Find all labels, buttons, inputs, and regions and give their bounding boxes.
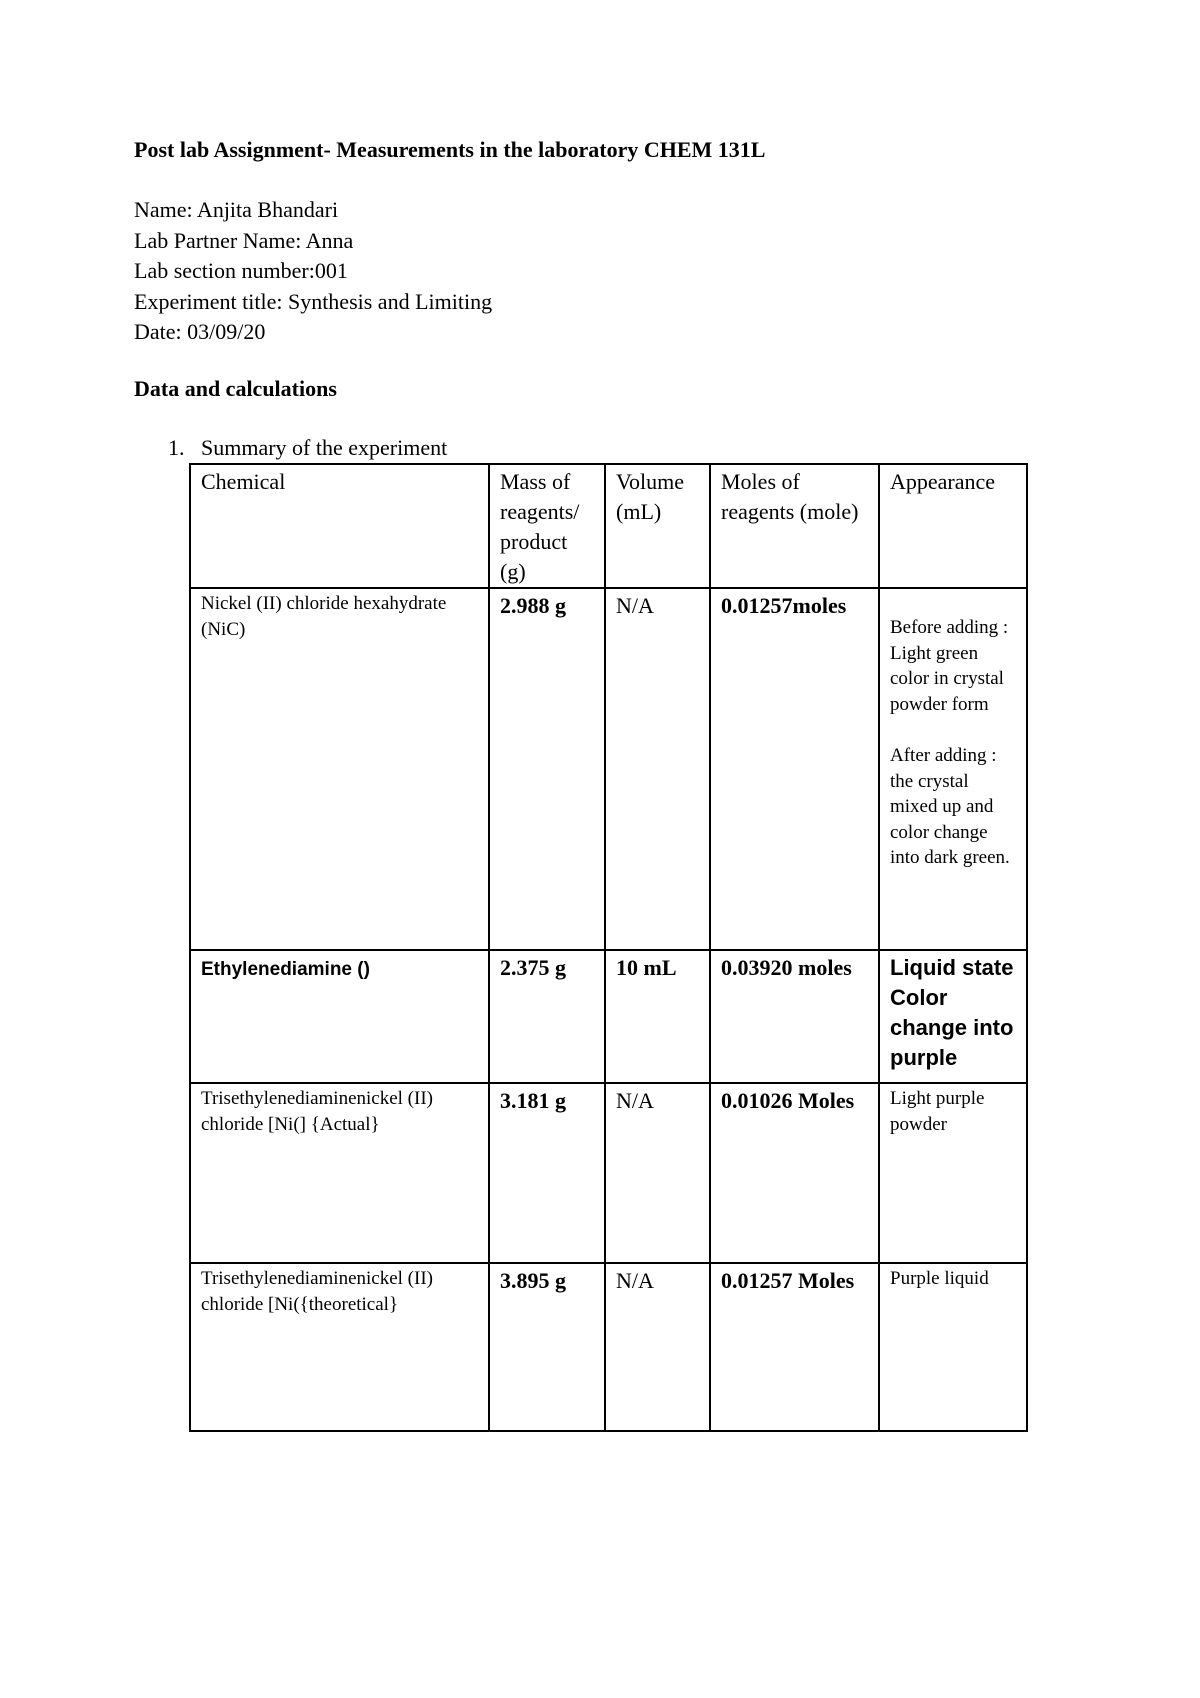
cell-moles: 0.01257moles: [710, 588, 879, 950]
summary-table: [189, 463, 1028, 1432]
cell-mass: 2.988 g: [489, 588, 605, 950]
cell-volume: N/A: [605, 1083, 710, 1263]
cell-appearance: Purple liquid: [879, 1263, 1027, 1431]
cell-mass: 2.375 g: [489, 950, 605, 1083]
cell-volume: N/A: [605, 588, 710, 950]
list-item: [168, 435, 447, 461]
document-title: Post lab Assignment- Measurements in the laboratory CHEM 131L: [134, 137, 766, 162]
lab-section-number: Lab section number:001: [134, 258, 348, 283]
cell-chemical: [190, 950, 489, 1083]
chemical-name: Ethylenediamine (): [201, 959, 370, 980]
list-number: 1.: [168, 435, 185, 460]
appearance-before: Before adding : Light green color in crystal powder form: [890, 617, 1009, 715]
list-label: Summary of the experiment: [201, 435, 448, 460]
table-row: [190, 1263, 1027, 1431]
appearance-text: Liquid state Color change into purple: [890, 955, 1014, 1070]
student-name: Name: Anjita Bhandari: [134, 197, 339, 222]
table-row: [190, 1083, 1027, 1263]
cell-moles: 0.01257 Moles: [710, 1263, 879, 1431]
cell-chemical: Trisethylenediaminenickel (II) chloride [Ni(] {Actual}: [190, 1083, 489, 1263]
lab-partner-name: Lab Partner Name: Anna: [134, 227, 354, 253]
experiment-date: Date: 03/09/20: [134, 319, 266, 344]
table-row: [190, 950, 1027, 1083]
appearance-after: After adding : the crystal mixed up and color change into dark green.: [890, 745, 1010, 868]
header-moles: Moles of reagents (mole): [710, 464, 879, 588]
header-chemical: Chemical: [190, 464, 489, 588]
table-header-row: [190, 464, 1027, 588]
cell-chemical: Nickel (II) chloride hexahydrate (NiC): [190, 588, 489, 950]
cell-moles: 0.01026 Moles: [710, 1083, 879, 1263]
header-appearance: Appearance: [879, 464, 1027, 588]
student-info: [134, 195, 492, 348]
cell-mass: 3.895 g: [489, 1263, 605, 1431]
cell-volume: N/A: [605, 1263, 710, 1431]
cell-moles: 0.03920 moles: [710, 950, 879, 1083]
experiment-title: Experiment title: Synthesis and Limiting: [134, 288, 493, 314]
header-mass: Mass of reagents/ product (g): [489, 464, 605, 588]
cell-mass: 3.181 g: [489, 1083, 605, 1263]
header-volume: Volume (mL): [605, 464, 710, 588]
section-heading: Data and calculations: [134, 376, 337, 401]
cell-volume: 10 mL: [605, 950, 710, 1083]
table-row: [190, 588, 1027, 950]
cell-appearance: Light purple powder: [879, 1083, 1027, 1263]
cell-appearance: [879, 588, 1027, 950]
cell-appearance: [879, 950, 1027, 1083]
cell-chemical: Trisethylenediaminenickel (II) chloride [Ni({theoretical}: [190, 1263, 489, 1431]
